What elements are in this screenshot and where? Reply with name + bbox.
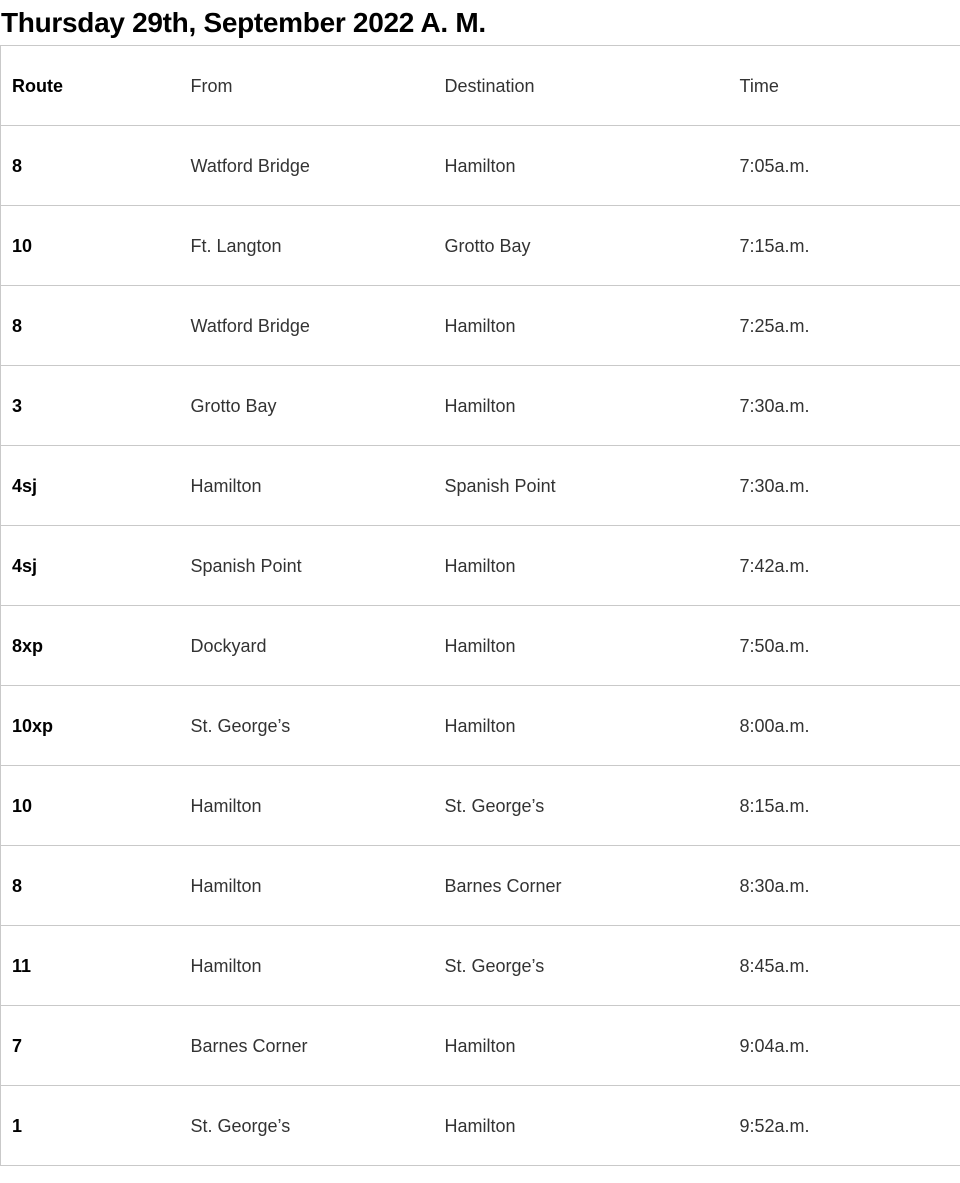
route-cell: 4sj [1, 446, 180, 526]
destination-cell: Spanish Point [434, 446, 729, 526]
destination-cell: Hamilton [434, 366, 729, 446]
bus-schedule-table [0, 45, 960, 1166]
time-cell: 7:30a.m. [729, 446, 960, 526]
from-cell: St. George’s [180, 1086, 434, 1166]
table-header-row [1, 46, 960, 126]
from-cell: Watford Bridge [180, 126, 434, 206]
time-cell: 9:04a.m. [729, 1006, 960, 1086]
route-cell: 8 [1, 846, 180, 926]
table-row [1, 1006, 960, 1086]
table-row [1, 926, 960, 1006]
time-cell: 7:05a.m. [729, 126, 960, 206]
from-cell: St. George’s [180, 686, 434, 766]
from-cell: Hamilton [180, 446, 434, 526]
table-row [1, 846, 960, 926]
table-row [1, 766, 960, 846]
table-row [1, 526, 960, 606]
table-row [1, 286, 960, 366]
from-cell: Dockyard [180, 606, 434, 686]
from-cell: Grotto Bay [180, 366, 434, 446]
column-header-route: Route [1, 46, 180, 126]
time-cell: 8:15a.m. [729, 766, 960, 846]
route-cell: 10 [1, 206, 180, 286]
route-cell: 10 [1, 766, 180, 846]
page-title: Thursday 29th, September 2022 A. M. [1, 7, 486, 38]
route-cell: 3 [1, 366, 180, 446]
from-cell: Watford Bridge [180, 286, 434, 366]
from-cell: Hamilton [180, 766, 434, 846]
from-cell: Spanish Point [180, 526, 434, 606]
time-cell: 7:30a.m. [729, 366, 960, 446]
route-cell: 8 [1, 286, 180, 366]
destination-cell: St. George’s [434, 766, 729, 846]
route-cell: 8xp [1, 606, 180, 686]
destination-cell: Hamilton [434, 126, 729, 206]
destination-cell: Barnes Corner [434, 846, 729, 926]
table-row [1, 1086, 960, 1166]
from-cell: Barnes Corner [180, 1006, 434, 1086]
route-cell: 4sj [1, 526, 180, 606]
destination-cell: Hamilton [434, 526, 729, 606]
route-cell: 8 [1, 126, 180, 206]
time-cell: 8:30a.m. [729, 846, 960, 926]
column-header-time: Time [729, 46, 960, 126]
route-cell: 1 [1, 1086, 180, 1166]
time-cell: 8:00a.m. [729, 686, 960, 766]
time-cell: 9:52a.m. [729, 1086, 960, 1166]
table-row [1, 446, 960, 526]
column-header-from: From [180, 46, 434, 126]
destination-cell: Hamilton [434, 286, 729, 366]
column-header-destination: Destination [434, 46, 729, 126]
table-row [1, 206, 960, 286]
route-cell: 7 [1, 1006, 180, 1086]
table-row [1, 366, 960, 446]
destination-cell: Hamilton [434, 606, 729, 686]
from-cell: Hamilton [180, 926, 434, 1006]
time-cell: 7:15a.m. [729, 206, 960, 286]
route-cell: 10xp [1, 686, 180, 766]
from-cell: Ft. Langton [180, 206, 434, 286]
from-cell: Hamilton [180, 846, 434, 926]
table-row [1, 606, 960, 686]
destination-cell: Hamilton [434, 686, 729, 766]
table-row [1, 126, 960, 206]
destination-cell: Hamilton [434, 1006, 729, 1086]
destination-cell: Hamilton [434, 1086, 729, 1166]
destination-cell: Grotto Bay [434, 206, 729, 286]
time-cell: 7:42a.m. [729, 526, 960, 606]
time-cell: 7:50a.m. [729, 606, 960, 686]
time-cell: 7:25a.m. [729, 286, 960, 366]
table-row [1, 686, 960, 766]
destination-cell: St. George’s [434, 926, 729, 1006]
time-cell: 8:45a.m. [729, 926, 960, 1006]
route-cell: 11 [1, 926, 180, 1006]
